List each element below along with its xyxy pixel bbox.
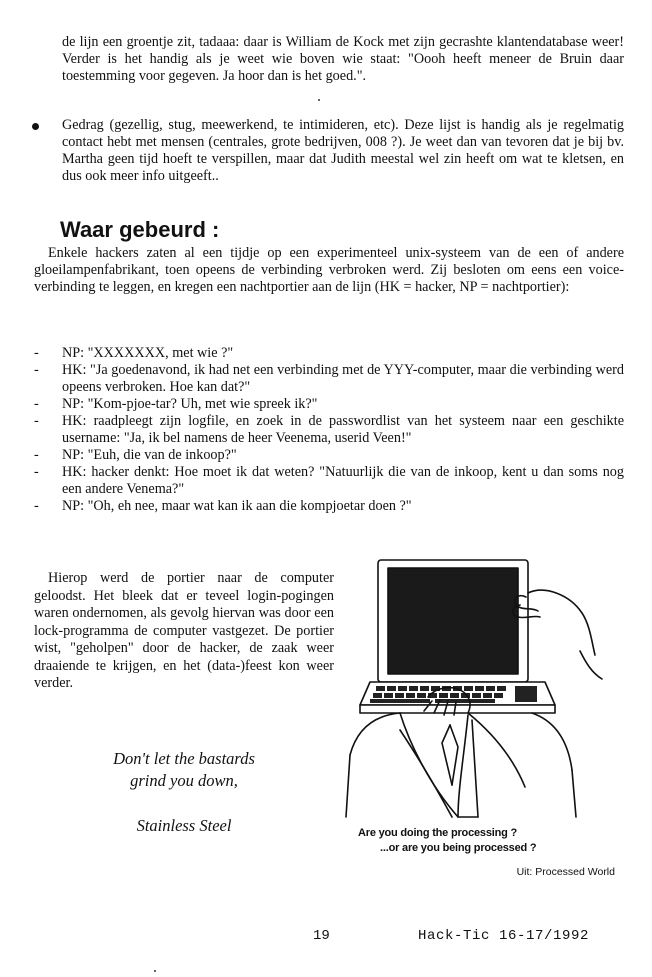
magazine-issue: Hack-Tic 16-17/1992	[418, 928, 590, 944]
quote-line: grind you down,	[130, 771, 238, 790]
caption-line: ...or are you being processed ?	[380, 842, 537, 854]
image-credit: Uit: Processed World	[516, 866, 615, 878]
bullet-item	[62, 117, 624, 185]
dash-marker: -	[34, 413, 39, 429]
dialogue-line: - NP: "XXXXXXX, met wie ?"	[34, 345, 234, 361]
dialogue-list	[34, 345, 624, 515]
author-signature: Stainless Steel	[136, 816, 232, 835]
dialogue-line: - NP: "Kom-pjoe-tar? Uh, met wie spreek ik?"	[34, 396, 318, 412]
dash-marker: -	[34, 464, 39, 480]
dash-marker: -	[34, 498, 39, 514]
section-heading: Waar gebeurd :	[60, 217, 220, 242]
dialogue-line: - HK: hacker denkt: Hoe moet ik dat weten? "Natuurlijk die van de inkoop, kent u dan soms nog een andere Venema?"	[34, 464, 624, 497]
quote	[34, 748, 334, 792]
dialogue-line: - NP: "Euh, die van de inkoop?"	[34, 447, 237, 463]
top-paragraph: de lijn een groentje zit, tadaaa: daar is William de Kock met zijn gecrashte klantendatabase weer! Verder is het handig als je weet wie boven wie staat: "Oooh heeft meneer de Bruin daar toestemming voor gegeven. Ja hoor dan is het goed.".	[62, 34, 624, 84]
illustration-caption	[358, 826, 618, 856]
intro-paragraph: Enkele hackers zaten al een tijdje op een experimenteel unix-systeem van de een of andere gloeilampenfabrikant, toen opeens de verbinding verbroken werd. Zij besloten om eens een voice-verbinding te leggen, en kregen een nachtportier aan de lijn (HK = hacker, NP = nachtportier):	[34, 245, 624, 295]
caption-line: Are you doing the processing ?	[358, 827, 518, 839]
page-number: 19	[313, 928, 330, 944]
scan-speck	[318, 99, 320, 101]
dialogue-line: - HK: raadpleegt zijn logfile, en zoek in de passwordlist van het systeem naar een geschikte username: "Ja, ik bel namens de heer Veenema, userid Veen!"	[34, 413, 624, 446]
dialogue-line: - NP: "Oh, eh nee, maar wat kan ik aan die kompjoetar doen ?"	[34, 498, 412, 514]
closing-paragraph: Hierop werd de portier naar de computer geloodst. Het bleek dat er teveel login-pogingen waren ondernomen, als gevolg hiervan was door een lock-programma de computer vastgezet. De portier wist, "geholpen" door de hacker, de zaak weer draaiende te krijgen, en het (data-)feest kon weer verder.	[34, 570, 334, 691]
dialogue-line: - HK: "Ja goedenavond, ik had net een verbinding met de YYY-computer, maar die verbinding werd opeens verbroken. Hoe kan dat?"	[34, 362, 624, 395]
bullet-text: Gedrag (gezellig, stug, meewerkend, te intimideren, etc). Deze lijst is handig als je regelmatig contact hebt met mensen (centrales, grote bedrijven, 008 ?). Je weet dan van tevoren dat je bij bv. Martha geen tijd hoeft te verspillen, maar dat Judith meestal wel zin heeft om wat te kletsen, en dus ook meer info uitgeeft..	[62, 117, 624, 184]
dash-marker: -	[34, 362, 39, 378]
bullet-dot-icon	[32, 123, 39, 130]
dash-marker: -	[34, 345, 39, 361]
scan-speck	[154, 970, 156, 972]
dash-marker: -	[34, 396, 39, 412]
dash-marker: -	[34, 447, 39, 463]
quote-line: Don't let the bastards	[113, 749, 255, 768]
person-computer-head-icon	[340, 555, 635, 830]
